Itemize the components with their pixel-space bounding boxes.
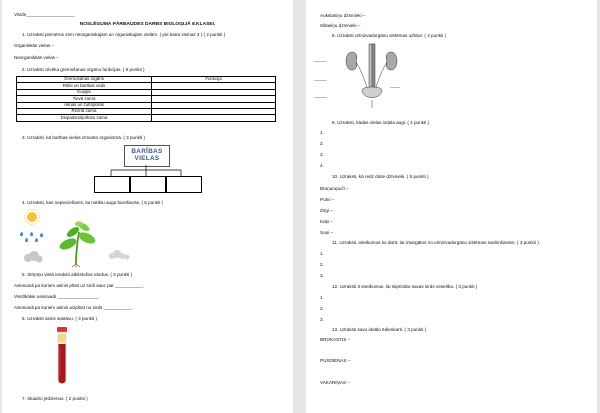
- fill-blank-3: Asinsvadi pa kuriem asinis aizplūst no sirds ___________.: [14, 305, 133, 310]
- table-header-cell: Gremošanas orgāns: [17, 77, 152, 83]
- organ-cell: Resnā zarna: [17, 108, 152, 114]
- question-10: 10. Uzraksti, kā redz dotie dzīvnieki. ( 5 punkti ): [332, 174, 429, 179]
- cloud-icon: [24, 251, 43, 263]
- question-9: 9. Uzraksti, kādas vielas izdala augi. ( 4 punkti ): [332, 120, 430, 125]
- animal-item: Putni –: [320, 197, 335, 202]
- animal-item: Bruņurupuči –: [320, 186, 349, 191]
- question-2: 2. Uzraksti cilvēka gremošanas orgānu funkcijas. ( 6 punkti ): [22, 67, 145, 72]
- diagram-label-line: _____: [314, 76, 327, 81]
- answer-item: 1.: [320, 130, 324, 135]
- inorganic-label: Neorganiskās vielas –: [14, 55, 59, 60]
- table-header-cell: Funkcija: [152, 77, 276, 83]
- sun-icon: [25, 210, 40, 225]
- menu-lunch: PUSDIENAS –: [320, 358, 351, 363]
- question-6: 6. Uzraksti asins sastāvu. ( 3 punkti ): [22, 316, 98, 321]
- animal-item: Zirgi –: [320, 208, 333, 213]
- name-field-label: Vārds___________________: [14, 12, 75, 17]
- question-8: 8. Uzraksti urīnizvadorgānu sistēmas uzbūvi. ( 4 punkti ): [332, 33, 447, 38]
- air-cloud-icon: [109, 250, 130, 260]
- diagram-label-line: _____: [314, 93, 327, 98]
- question-5: 5. Strīpiņu vietā ieraksti atbilstošos vārdus. ( 3 punkti ): [22, 272, 133, 277]
- worksheet-page-1: [2, 0, 293, 413]
- plant-nutrition-illustration: [16, 208, 136, 268]
- answer-item: 2.: [320, 262, 324, 267]
- urinary-system-image: [342, 42, 402, 112]
- organic-label: Organiskās vielas –: [14, 43, 55, 48]
- cold-blooded-label: Aukstasiņu dzīvnieki –: [320, 13, 366, 18]
- diagram-answer-box[interactable]: [94, 176, 130, 193]
- blood-test-tube-image: [52, 326, 72, 388]
- question-1: 1. Uzraksti piemērus zem neorganiskajām un organiskajām vielām. ( pie katra vismaz 3 ) ( 2 punkti ): [22, 32, 226, 37]
- diagram-label-line: _____: [314, 57, 327, 62]
- organ-cell: Tievā zarna: [17, 96, 152, 102]
- nutrients-label: BARĪBAS VIELAS: [131, 148, 163, 162]
- organ-cell: Rīkle un barības vads: [17, 83, 152, 89]
- answer-item: 3.: [320, 317, 324, 322]
- fill-blank-1: Asinsvadi pa kuriem asinis plūst uz sirdi sauc par ___________.: [14, 283, 145, 288]
- answer-item: 2.: [320, 141, 324, 146]
- answer-item: 3.: [320, 273, 324, 278]
- answer-item: 1.: [320, 251, 324, 256]
- diagram-answer-box[interactable]: [130, 176, 166, 193]
- warm-blooded-label: Siltasiņu dzīvnieki –: [320, 23, 361, 28]
- menu-dinner: VAKARIŅAS –: [320, 380, 350, 385]
- question-13: 13. Uzraksti savu ideālo ēdienkarti. ( 3 punkti ): [332, 327, 427, 332]
- water-drops-icon: [20, 232, 43, 242]
- question-7: 7. Skaidro jēdzienus. ( 2 punkti ): [22, 396, 88, 401]
- answer-item: 4.: [320, 163, 324, 168]
- question-12: 12. Uzraksti 3 ieteikumus, lai stiprinātu savas sirds veselību. ( 3 punkti ): [332, 284, 478, 289]
- organ-cell: Kuņģis: [17, 89, 152, 95]
- page-title: NOSLĒGUMA PĀRBAUDES DARBS BIOLOĢIJĀ 8.KLASEI.: [79, 22, 216, 27]
- organ-cell: Divpadsmitpirkstu zarna: [17, 115, 152, 121]
- menu-breakfast: BROKASTIS –: [320, 337, 351, 342]
- worksheet-page-2: [306, 0, 597, 413]
- question-3: 3. Uzraksti, kā barības vielas izmanto organismā. ( 3 punkti ): [22, 135, 146, 140]
- organ-cell: Aknas un žultspūslis: [17, 102, 152, 108]
- plant-icon: [58, 221, 97, 268]
- question-4: 4. Uzraksti, kas nepieciešams, lai notiktu auga barošanās. ( 5 punkti ): [22, 200, 164, 205]
- diagram-label-line: ____: [390, 83, 401, 88]
- question-11: 11. Uzraksti, ieteikumus ko darīt, lai izsargātos no urīnizvadorgānu sistēmas saslimšanām. ( 3 punkti ): [332, 240, 539, 245]
- animal-item: Suņi –: [320, 230, 334, 235]
- animal-item: Kaķi –: [320, 219, 333, 224]
- diagram-connectors: [2, 0, 293, 413]
- fill-blank-2: Visslīkākie asinsvadi ________________.: [14, 294, 100, 299]
- diagram-answer-box[interactable]: [166, 176, 202, 193]
- answer-item: 2.: [320, 306, 324, 311]
- answer-item: 3.: [320, 152, 324, 157]
- answer-item: 1.: [320, 295, 324, 300]
